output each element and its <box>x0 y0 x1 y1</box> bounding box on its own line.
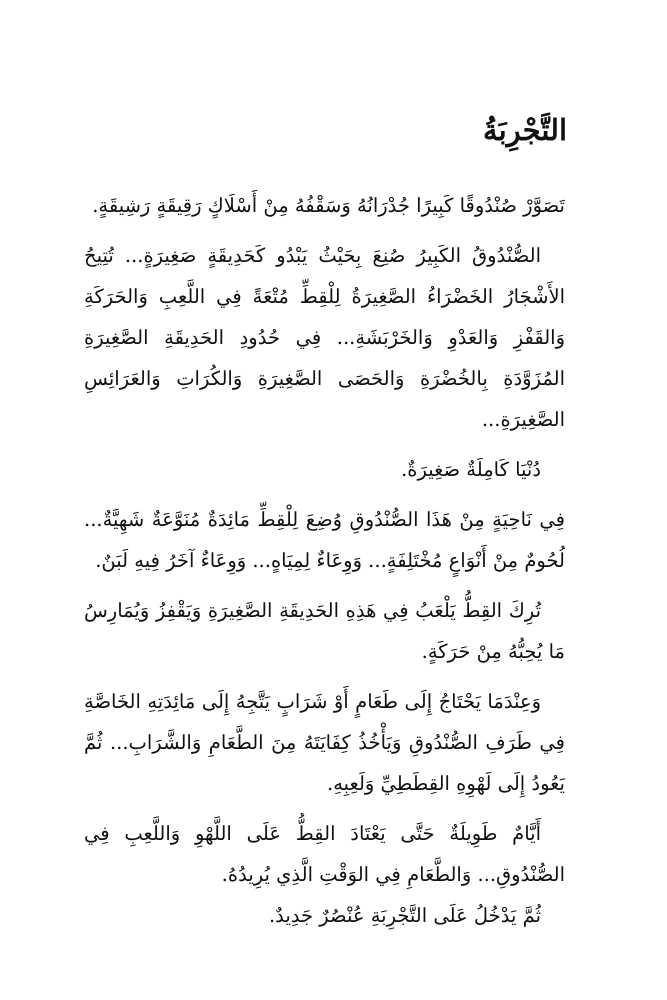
paragraph-small-world: دُنْيَا كَامِلَةٌ صَغِيرَةٌ. <box>401 458 541 481</box>
paragraph-cat-plays: تُرِكَ القِطُّ يَلْعَبُ فِي هَذِهِ الحَدِيقَةِ الصَّغِيرَةِ وَيَقْفِزُ وَيُمَارِسُ مَا يُحِبُّهُ مِنْ حَرَكَةٍ. <box>84 599 565 663</box>
paragraph-food-table: فِي نَاحِيَةٍ مِنْ هَذَا الصُّنْدُوقِ وُضِعَ لِلْقِطِّ مَائِدَةٌ مُنَوَّعَةٌ شَهِيَّةٌ... لُحُومٌ مِنْ أَنْوَاعٍ مُخْتَلِفَةٍ... وَوِعَاءٌ لِمِيَاهٍ... وَوِعَاءٌ آخَرُ فِيهِ لَبَنٌ. <box>84 508 565 572</box>
paragraph-new-element: ثُمَّ يَدْخُلُ عَلَى التَّجْرِبَةِ عُنْصُرٌ جَدِيدٌ. <box>268 904 541 927</box>
paragraph-long-days: أَيَّامٌ طَوِيلَةٌ حَتَّى يَعْتَادَ القِطُّ عَلَى اللَّهْوِ وَاللَّعِبِ فِي الصُّنْدُوقِ... وَالطَّعَامِ فِي الوَقْتِ الَّذِي يُرِيدُهُ. <box>84 822 565 886</box>
page-title: التَّجْرِبَةُ <box>483 113 567 147</box>
paragraph-eating-routine: وَعِنْدَمَا يَحْتَاجُ إِلَى طَعَامٍ أَوْ شَرَابٍ يَتَّجِهُ إِلَى مَائِدَتِهِ الخَاصَّةِ فِي طَرَفِ الصُّنْدُوقِ وَيَأْخُذُ كِفَايَتَهُ مِنَ الطَّعَامِ وَالشَّرَابِ... ثُمَّ يَعُودُ إِلَى لَهْوِهِ القِطَطِيِّ وَلَعِبِهِ. <box>84 690 565 795</box>
paragraph-garden-description: الصُّنْدُوقُ الكَبِيرُ صُنِعَ بِحَيْثُ يَبْدُو كَحَدِيقَةٍ صَغِيرَةٍ... تُتِيحُ الأَشْجَارُ الخَضْرَاءُ الصَّغِيرَةُ لِلْقِطِّ مُتْعَةً فِي اللَّعِبِ وَالحَرَكَةِ وَالقَفْزِ وَالعَدْوِ وَالخَرْبَشَةِ... فِي حُدُودِ الحَدِيقَةِ الصَّغِيرَةِ المُزَوَّدَةِ بِالخُضْرَةِ وَالحَصَى الصَّغِيرَةِ وَالكُرَاتِ وَالعَرَائِسِ الصَّغِيرَةِ... <box>84 244 565 431</box>
body-text <box>84 185 565 936</box>
paragraph-box-description: تَصَوَّرْ صُنْدُوقًا كَبِيرًا جُدْرَانُهُ وَسَقْفُهُ مِنْ أَسْلَاكٍ رَقِيقَةٍ رَشِيقَةٍ. <box>92 194 565 217</box>
